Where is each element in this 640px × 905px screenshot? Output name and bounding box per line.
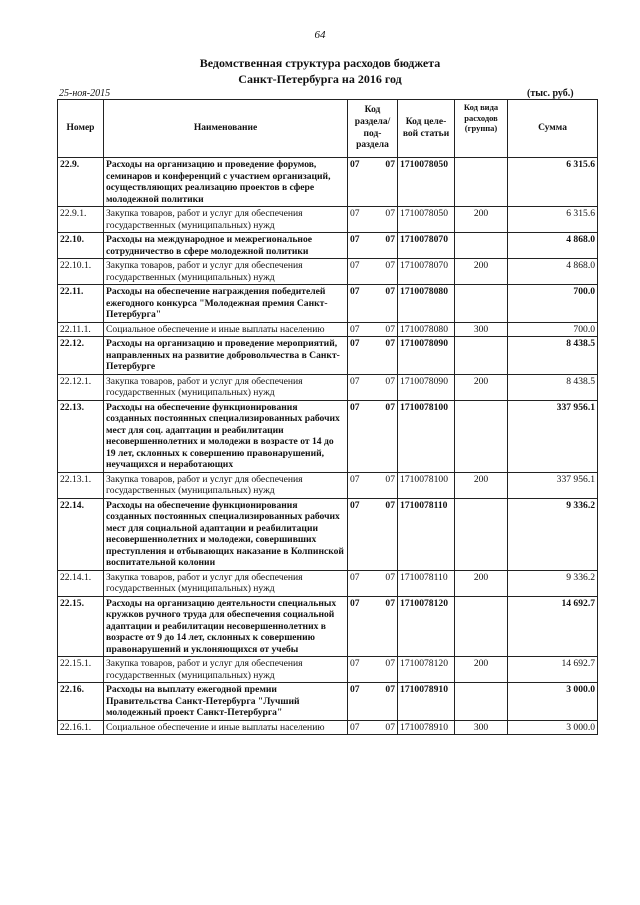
row-name: Закупка товаров, работ и услуг для обеспечения государственных (муниципальных) нужд bbox=[104, 472, 348, 498]
row-amount: 6 315.6 bbox=[508, 207, 598, 233]
table-row bbox=[58, 337, 598, 375]
row-section: 07 bbox=[348, 570, 374, 596]
row-amount: 4 868.0 bbox=[508, 259, 598, 285]
row-section: 07 bbox=[348, 657, 374, 683]
row-name: Закупка товаров, работ и услуг для обеспечения государственных (муниципальных) нужд bbox=[104, 570, 348, 596]
row-section: 07 bbox=[348, 472, 374, 498]
row-target-code: 1710078100 bbox=[398, 400, 455, 472]
row-section: 07 bbox=[348, 233, 374, 259]
row-number: 22.16. bbox=[58, 683, 104, 721]
row-name: Закупка товаров, работ и услуг для обеспечения государственных (муниципальных) нужд bbox=[104, 259, 348, 285]
row-expense-code bbox=[455, 498, 508, 570]
row-subsection: 07 bbox=[374, 285, 398, 323]
row-number: 22.9. bbox=[58, 158, 104, 207]
row-target-code: 1710078100 bbox=[398, 472, 455, 498]
units-label: (тыс. руб.) bbox=[527, 88, 574, 99]
row-section: 07 bbox=[348, 158, 374, 207]
row-number: 22.16.1. bbox=[58, 720, 104, 735]
table-row bbox=[58, 322, 598, 337]
row-section: 07 bbox=[348, 337, 374, 375]
row-target-code: 1710078090 bbox=[398, 374, 455, 400]
document-title: Ведомственная структура расходов бюджета bbox=[199, 56, 441, 70]
row-subsection: 07 bbox=[374, 720, 398, 735]
header-number: Номер bbox=[58, 100, 104, 158]
table-row bbox=[58, 158, 598, 207]
row-subsection: 07 bbox=[374, 259, 398, 285]
row-subsection: 07 bbox=[374, 233, 398, 259]
table-row bbox=[58, 207, 598, 233]
row-section: 07 bbox=[348, 720, 374, 735]
row-name: Расходы на обеспечение награждения победителей ежегодного конкурса "Молодежная премия Санкт-Петербурга" bbox=[104, 285, 348, 323]
row-expense-code bbox=[455, 285, 508, 323]
row-amount: 14 692.7 bbox=[508, 596, 598, 657]
header-amount: Сумма bbox=[508, 100, 598, 158]
row-target-code: 1710078070 bbox=[398, 233, 455, 259]
row-number: 22.13.1. bbox=[58, 472, 104, 498]
row-amount: 700.0 bbox=[508, 285, 598, 323]
row-expense-code bbox=[455, 400, 508, 472]
row-expense-code bbox=[455, 596, 508, 657]
row-amount: 337 956.1 bbox=[508, 400, 598, 472]
row-expense-code: 200 bbox=[455, 657, 508, 683]
row-number: 22.11.1. bbox=[58, 322, 104, 337]
table-row bbox=[58, 720, 598, 735]
row-amount: 700.0 bbox=[508, 322, 598, 337]
row-subsection: 07 bbox=[374, 498, 398, 570]
row-name: Закупка товаров, работ и услуг для обеспечения государственных (муниципальных) нужд bbox=[104, 657, 348, 683]
row-expense-code: 200 bbox=[455, 207, 508, 233]
row-expense-code: 200 bbox=[455, 374, 508, 400]
row-number: 22.11. bbox=[58, 285, 104, 323]
row-name: Социальное обеспечение и иные выплаты населению bbox=[104, 322, 348, 337]
row-subsection: 07 bbox=[374, 207, 398, 233]
row-number: 22.15.1. bbox=[58, 657, 104, 683]
row-target-code: 1710078080 bbox=[398, 322, 455, 337]
row-expense-code: 200 bbox=[455, 570, 508, 596]
row-subsection: 07 bbox=[374, 158, 398, 207]
row-amount: 8 438.5 bbox=[508, 337, 598, 375]
document-subtitle: Санкт-Петербурга на 2016 год bbox=[238, 72, 402, 86]
table-header-row bbox=[58, 100, 598, 158]
header-section: Код раздела/ под-раздела bbox=[348, 100, 398, 158]
row-amount: 8 438.5 bbox=[508, 374, 598, 400]
row-target-code: 1710078090 bbox=[398, 337, 455, 375]
row-subsection: 07 bbox=[374, 657, 398, 683]
table-row bbox=[58, 400, 598, 472]
row-amount: 337 956.1 bbox=[508, 472, 598, 498]
row-target-code: 1710078050 bbox=[398, 158, 455, 207]
row-section: 07 bbox=[348, 322, 374, 337]
row-amount: 3 000.0 bbox=[508, 683, 598, 721]
row-number: 22.13. bbox=[58, 400, 104, 472]
row-expense-code: 200 bbox=[455, 472, 508, 498]
row-expense-code bbox=[455, 158, 508, 207]
row-expense-code: 300 bbox=[455, 322, 508, 337]
table-row bbox=[58, 657, 598, 683]
table-row bbox=[58, 233, 598, 259]
row-name: Расходы на выплату ежегодной премии Правительства Санкт-Петербурга "Лучший молодежный проект Санкт-Петербурга" bbox=[104, 683, 348, 721]
row-section: 07 bbox=[348, 374, 374, 400]
table-row bbox=[58, 683, 598, 721]
header-name: Наименование bbox=[104, 100, 348, 158]
row-target-code: 1710078910 bbox=[398, 720, 455, 735]
document-date: 25-ноя-2015 bbox=[59, 88, 111, 99]
row-name: Расходы на организацию и проведение мероприятий, направленных на развитие добровольчества в Санкт-Петербурге bbox=[104, 337, 348, 375]
row-number: 22.10.1. bbox=[58, 259, 104, 285]
table-row bbox=[58, 596, 598, 657]
row-subsection: 07 bbox=[374, 683, 398, 721]
row-name: Расходы на обеспечение функционирования созданных постоянных специализированных рабочих мест для социальной адаптации и реабилитации несовершеннолетних и молодежи, совершивших преступления и отбывающих наказание в Колпинской воспитательной колонии bbox=[104, 498, 348, 570]
row-section: 07 bbox=[348, 285, 374, 323]
row-name: Расходы на организацию и проведение форумов, семинаров и конференций с участием организаций, осуществляющих реализацию проектов в сфере молодежной политики bbox=[104, 158, 348, 207]
row-subsection: 07 bbox=[374, 337, 398, 375]
row-number: 22.12. bbox=[58, 337, 104, 375]
row-expense-code bbox=[455, 683, 508, 721]
row-subsection: 07 bbox=[374, 472, 398, 498]
header-expense: Код вида расходов (группа) bbox=[455, 100, 508, 158]
row-amount: 14 692.7 bbox=[508, 657, 598, 683]
row-amount: 4 868.0 bbox=[508, 233, 598, 259]
table-row bbox=[58, 498, 598, 570]
row-target-code: 1710078110 bbox=[398, 570, 455, 596]
row-section: 07 bbox=[348, 400, 374, 472]
row-number: 22.15. bbox=[58, 596, 104, 657]
row-name: Закупка товаров, работ и услуг для обеспечения государственных (муниципальных) нужд bbox=[104, 374, 348, 400]
row-section: 07 bbox=[348, 498, 374, 570]
row-number: 22.12.1. bbox=[58, 374, 104, 400]
row-expense-code bbox=[455, 337, 508, 375]
row-target-code: 1710078050 bbox=[398, 207, 455, 233]
row-name: Расходы на международное и межрегиональное сотрудничество в сфере молодежной политики bbox=[104, 233, 348, 259]
table-row bbox=[58, 259, 598, 285]
row-section: 07 bbox=[348, 683, 374, 721]
row-name: Социальное обеспечение и иные выплаты населению bbox=[104, 720, 348, 735]
row-amount: 9 336.2 bbox=[508, 498, 598, 570]
page-number: 64 bbox=[314, 29, 326, 41]
row-target-code: 1710078080 bbox=[398, 285, 455, 323]
row-subsection: 07 bbox=[374, 322, 398, 337]
row-expense-code: 300 bbox=[455, 720, 508, 735]
row-name: Расходы на обеспечение функционирования созданных постоянных специализированных рабочих мест для соц. адаптации и реабилитации несовершеннолетних и молодежи в возрасте от 14 до 19 лет, склонных к совершению правонарушений, неучащихся и неработающих bbox=[104, 400, 348, 472]
row-subsection: 07 bbox=[374, 596, 398, 657]
row-target-code: 1710078910 bbox=[398, 683, 455, 721]
row-target-code: 1710078120 bbox=[398, 596, 455, 657]
row-expense-code bbox=[455, 233, 508, 259]
row-section: 07 bbox=[348, 596, 374, 657]
table-row bbox=[58, 374, 598, 400]
table-row bbox=[58, 570, 598, 596]
row-amount: 3 000.0 bbox=[508, 720, 598, 735]
row-section: 07 bbox=[348, 207, 374, 233]
row-target-code: 1710078070 bbox=[398, 259, 455, 285]
row-subsection: 07 bbox=[374, 570, 398, 596]
row-subsection: 07 bbox=[374, 374, 398, 400]
row-amount: 6 315.6 bbox=[508, 158, 598, 207]
row-number: 22.9.1. bbox=[58, 207, 104, 233]
row-number: 22.14. bbox=[58, 498, 104, 570]
row-expense-code: 200 bbox=[455, 259, 508, 285]
row-name: Расходы на организацию деятельности специальных кружков ручного труда для обеспечения социальной адаптации и реабилитации несовершеннолетних в возрасте от 9 до 14 лет, склонных к совершению правонарушений и уклоняющихся от учебы bbox=[104, 596, 348, 657]
row-name: Закупка товаров, работ и услуг для обеспечения государственных (муниципальных) нужд bbox=[104, 207, 348, 233]
table-row bbox=[58, 285, 598, 323]
table-row bbox=[58, 472, 598, 498]
row-target-code: 1710078120 bbox=[398, 657, 455, 683]
row-target-code: 1710078110 bbox=[398, 498, 455, 570]
budget-table bbox=[57, 99, 598, 735]
row-section: 07 bbox=[348, 259, 374, 285]
row-amount: 9 336.2 bbox=[508, 570, 598, 596]
header-target: Код целе-вой статьи bbox=[398, 100, 455, 158]
row-number: 22.10. bbox=[58, 233, 104, 259]
row-number: 22.14.1. bbox=[58, 570, 104, 596]
row-subsection: 07 bbox=[374, 400, 398, 472]
